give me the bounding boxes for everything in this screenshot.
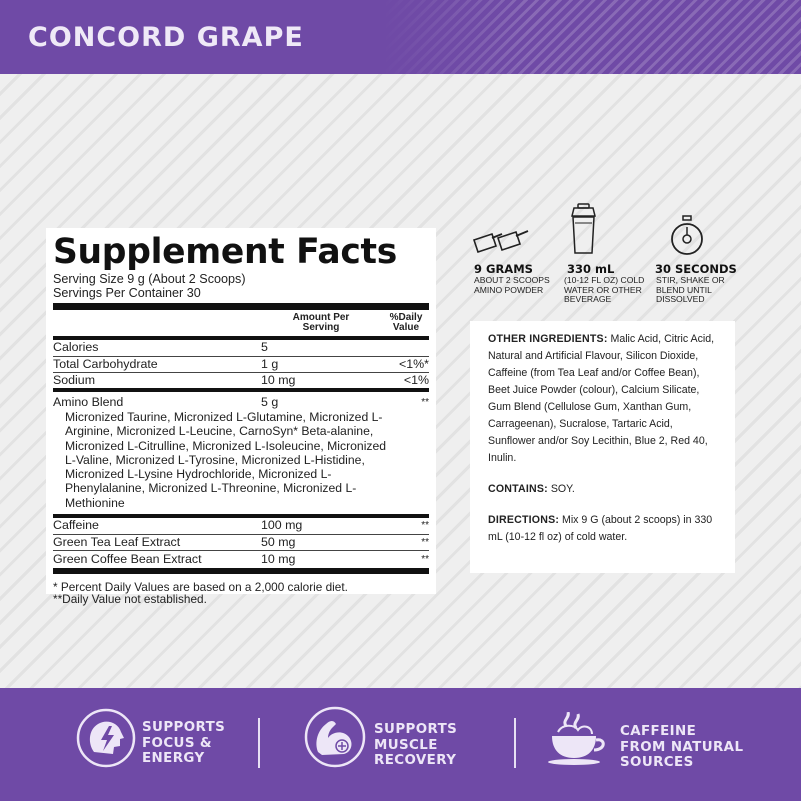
nutrient-amount: 1 g (261, 356, 279, 371)
nutrient-name: Total Carbohydrate (53, 356, 158, 371)
contains (488, 481, 717, 498)
supplement-facts-panel (46, 228, 436, 607)
blend-name: Amino Blend (53, 395, 124, 409)
blend-ingredients: Micronized Taurine, Micronized L-Glutamine, Micronized L-Arginine, Micronized L-Leucine, CarnoSyn* Beta-alanine, Micronized L-Citrulline, Micronized L-Isoleucine, Micronized L-Valine, Micronized L-Tyrosine, Micronized L-Histidine, Micronized L-Lysine Hydrochloride, Micronized L-Phenylalanine, Micronized L-Threonine, Micronized L-Methionine (65, 410, 387, 510)
nutrient-dv: <1%* (399, 356, 429, 371)
contains-text: SOY. (547, 483, 575, 495)
nutrient-amount: 5 (261, 340, 268, 355)
serving-size: Serving Size 9 g (About 2 Scoops) (53, 272, 246, 286)
other-ingredients-label: OTHER INGREDIENTS: (488, 333, 608, 345)
directions-label: DIRECTIONS: (488, 514, 560, 526)
stopwatch-icon (668, 215, 706, 257)
nutrient-name: Caffeine (53, 518, 99, 533)
directions-text: Mix 9 G (about 2 scoops) in 330 mL (10-12 fl oz) of cold water. (488, 514, 713, 543)
nutrient-row-sodium (53, 373, 429, 392)
dose-label: 9 GRAMS (474, 262, 533, 276)
nutrient-amount: 10 mg (261, 373, 296, 387)
column-headers (53, 310, 429, 336)
nutrient-row-calories (53, 340, 429, 357)
nutrient-dv: <1% (403, 373, 429, 387)
nutrient-dv: ** (421, 536, 429, 548)
dose-sub: ABOUT 2 SCOOPS AMINO POWDER (474, 275, 550, 295)
benefit-focus-energy: SUPPORTS FOCUS & ENERGY (142, 720, 226, 767)
amino-blend-row (53, 395, 429, 410)
scoops-icon (470, 228, 534, 258)
nutrient-dv: ** (421, 520, 429, 532)
nutrient-amount: 50 mg (261, 534, 296, 549)
flexed-arm-icon (304, 706, 366, 768)
time-sub: STIR, SHAKE OR BLEND UNTIL DISSOLVED (656, 275, 725, 305)
nutrient-name: Calories (53, 340, 99, 355)
footnote-percent-dv: * Percent Daily Values are based on a 2,000 calorie diet. (53, 579, 348, 594)
nutrient-name: Sodium (53, 373, 96, 387)
nutrient-row-caffeine (53, 518, 429, 535)
nutrient-row-carbohydrate (53, 357, 429, 374)
benefit-natural-caffeine: CAFFEINE FROM NATURAL SOURCES (620, 724, 744, 771)
divider-thick (53, 303, 429, 310)
directions (488, 512, 717, 546)
other-ingredients-panel (470, 321, 735, 573)
water-sub: (10-12 FL OZ) COLD WATER OR OTHER BEVERAGE (564, 275, 645, 305)
brain-lightning-icon (76, 708, 136, 768)
benefit-divider (514, 718, 516, 768)
benefit-muscle-recovery: SUPPORTS MUSCLE RECOVERY (374, 722, 458, 769)
time-label: 30 SECONDS (655, 262, 737, 276)
supplement-facts-title: Supplement Facts (53, 232, 397, 272)
blend-amount: 5 g (261, 395, 279, 409)
flavor-title: CONCORD GRAPE (28, 22, 304, 53)
nutrient-row-green-coffee (53, 551, 429, 568)
nutrient-amount: 10 mg (261, 551, 296, 566)
blend-dv: ** (421, 397, 429, 408)
other-ingredients (488, 331, 717, 467)
contains-label: CONTAINS: (488, 483, 548, 495)
nutrient-amount: 100 mg (261, 518, 303, 533)
amount-per-serving-header: Amount Per Serving (292, 312, 350, 333)
nutrient-name: Green Tea Leaf Extract (53, 534, 181, 549)
amino-blend-block (53, 392, 429, 518)
other-ingredients-text: Malic Acid, Citric Acid, Natural and Artificial Flavour, Silicon Dioxide, Caffeine (from Tea Leaf and/or Coffee Bean), Beet Juice Powder (colour), Calcium Silicate, Gum Blend (Cellulose Gum, Xanthan Gum, Carrageenan), Sucralose, Tartaric Acid, Sunflower and/or Soy Lecithin, Blue 2, Red 40, Inulin. (488, 333, 715, 464)
daily-value-header: %Daily Value (389, 312, 423, 333)
nutrient-dv: ** (421, 553, 429, 565)
flavor-header (0, 0, 801, 74)
nutrient-row-green-tea (53, 535, 429, 552)
nutrient-name: Green Coffee Bean Extract (53, 551, 202, 566)
footnote-dv-not-established: **Daily Value not established. (53, 592, 207, 607)
benefit-divider (258, 718, 260, 768)
servings-per-container: Servings Per Container 30 (53, 286, 201, 300)
shaker-bottle-icon (569, 203, 599, 255)
coffee-cup-icon (548, 712, 614, 768)
water-label: 330 mL (567, 262, 615, 276)
header-stripes (381, 0, 801, 74)
